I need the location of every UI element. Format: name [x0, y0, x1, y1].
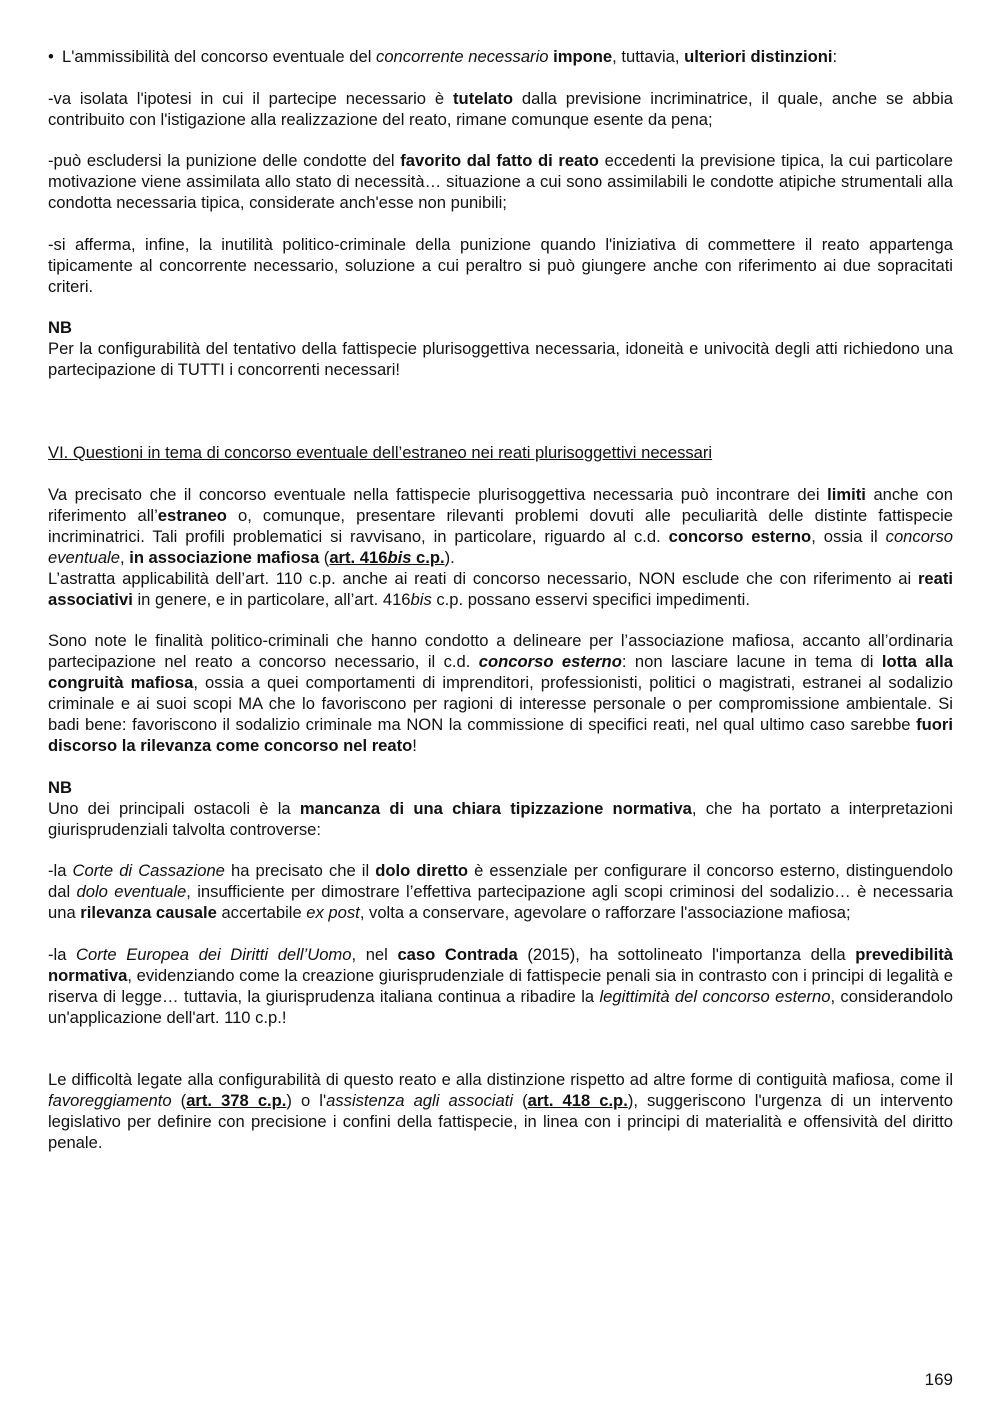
paragraph-cedu: -la Corte Europea dei Diritti dell’Uomo, nel caso Contrada (2015), ha sottolineato l'importanza della prevedibilità normativa, evidenziando come la creazione giurisprudenziale di fattispecie penali sia in contrasto con i principi di legalità e riserva di legge… tuttavia, la giurisprudenza italiana continua a ribadire la legittimità del concorso esterno, considerandolo un'applicazione dell'art. 110 c.p.! [48, 944, 953, 1027]
page-number: 169 [924, 1370, 953, 1389]
paragraph-limiti: Va precisato che il concorso eventuale nella fattispecie plurisoggettiva necessaria può incontrare dei limiti anche con riferimento all’estraneo o, comunque, presentare rilevanti problemi dovuti alle peculiarità delle distinte fattispecie incriminatrici. Tali profili problematici si ravvisano, in particolare, riguardo al c.d. concorso esterno, ossia il concorso eventuale, in associazione mafiosa (art. 416bis c.p.). [48, 484, 954, 567]
bullet-paragraph [48, 46, 953, 67]
link-art-378[interactable]: art. 378 c.p. [186, 1090, 287, 1110]
bullet-text: L'ammissibilità del concorso eventuale del concorrente necessario impone, tuttavia, ulteriori distinzioni: [62, 47, 838, 66]
nb-label: NB [48, 777, 72, 797]
nb-text-tentativo: Per la configurabilità del tentativo della fattispecie plurisoggettiva necessaria, idoneità e univocità degli atti richiedono una partecipazione di TUTTI i concorrenti necessari! [48, 339, 953, 379]
paragraph-inutilita: -si afferma, infine, la inutilità politico-criminale della punizione quando l'iniziativa di commettere il reato appartenga tipicamente al concorrente necessario, soluzione a cui peraltro si può giungere anche con riferimento ai due sopracitati criteri. [48, 234, 953, 296]
link-art-418[interactable]: art. 418 c.p. [527, 1090, 628, 1110]
bullet-dot: • [48, 47, 54, 66]
link-art-416bis[interactable]: art. 416bis c.p. [329, 547, 445, 567]
document-page [48, 46, 953, 1153]
paragraph-cassazione: -la Corte di Cassazione ha precisato che il dolo diretto è essenziale per configurare il concorso esterno, distinguendolo dal dolo eventuale, insufficiente per dimostrare l’effettiva partecipazione agli scopi criminosi del sodalizio… è necessaria una rilevanza causale accertabile ex post, volta a conservare, agevolare o rafforzare l'associazione mafiosa; [48, 861, 953, 922]
paragraph-difficolta: Le difficoltà legate alla configurabilità di questo reato e alla distinzione rispetto ad altre forme di contiguità mafiosa, come il favoreggiamento (art. 378 c.p.) o l'assistenza agli associati (art. 418 c.p.), suggeriscono l'urgenza di un intervento legislativo per definire con precisione i confini della fattispecie, in linea con i principi di materialità e offensività del diritto penale. [48, 1069, 953, 1152]
nb-label: NB [48, 318, 72, 337]
section-heading: VI. Questioni in tema di concorso eventuale dell’estraneo nei reati plurisoggettivi necessari [48, 443, 713, 462]
nb-text-ostacoli: Uno dei principali ostacoli è la mancanza di una chiara tipizzazione normativa, che ha portato a interpretazioni giurisprudenziali talvolta controverse: [48, 798, 953, 839]
paragraph-finalita: Sono note le finalità politico-criminali che hanno condotto a delineare per l’associazione mafiosa, accanto all’ordinaria partecipazione nel reato a concorso necessario, il c.d. concorso esterno: non lasciare lacune in tema di lotta alla congruità mafiosa, ossia a quei comportamenti di imprenditori, professionisti, politici o magistrati, estranei al sodalizio criminale e ai suoi scopi MA che lo favoriscono per ragioni di interesse personale o per compromissione ambientale. Si badi bene: favoriscono il sodalizio criminale ma NON la commissione di specifici reati, nel qual ultimo caso sarebbe fuori discorso la rilevanza come concorso nel reato! [48, 631, 953, 755]
paragraph-favorito: -può escludersi la punizione delle condotte del favorito dal fatto di reato eccedenti la previsione tipica, la cui particolare motivazione viene assimilata allo stato di necessità… situazione a cui sono assimilabili le condotte atipiche strumentali alla condotta necessaria tipica, considerate anch'esse non punibili; [48, 151, 954, 212]
paragraph-applicabilita: L’astratta applicabilità dell’art. 110 c.p. anche ai reati di concorso necessario, NON esclude che con riferimento ai reati associativi in genere, e in particolare, all’art. 416bis c.p. possano esservi specifici impedimenti. [48, 568, 953, 609]
paragraph-tutelato: -va isolata l'ipotesi in cui il partecipe necessario è tutelato dalla previsione incriminatrice, il quale, anche se abbia contribuito con l'istigazione alla realizzazione del reato, rimane comunque esente da pena; [48, 88, 953, 129]
